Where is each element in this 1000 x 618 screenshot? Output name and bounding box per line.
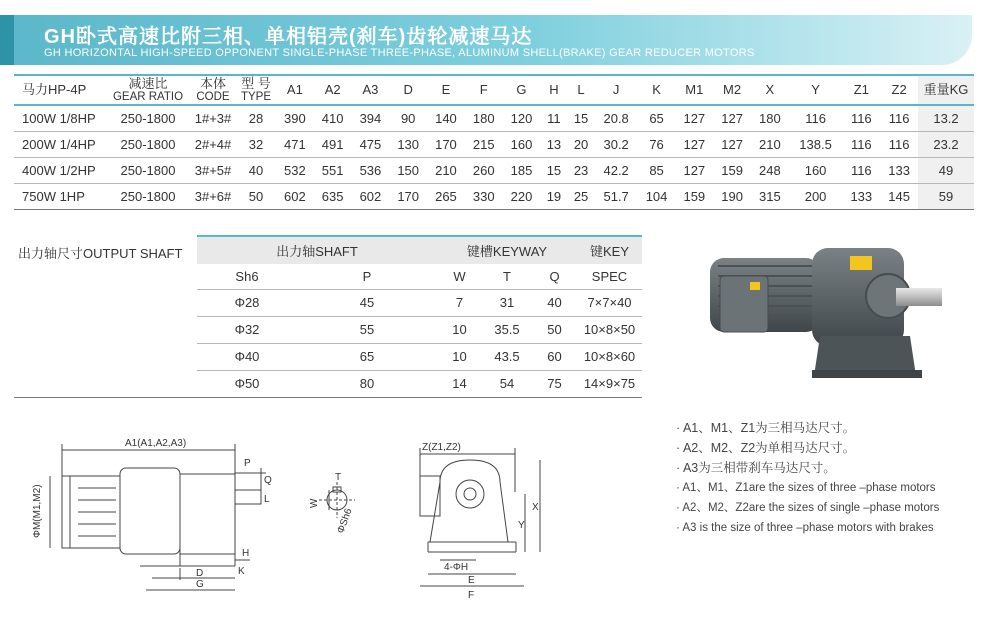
col-q: Q xyxy=(549,268,560,284)
cell-dim-k: 85 xyxy=(649,162,664,178)
gear-motor-photo xyxy=(700,236,960,386)
cell-dim-f: 260 xyxy=(472,162,495,178)
cell-dim-h: 13 xyxy=(546,136,562,152)
table-row xyxy=(197,370,642,397)
col-a1: A1 xyxy=(286,82,303,98)
cell-dim-e: 140 xyxy=(435,110,457,126)
col-p: P xyxy=(362,268,372,284)
cell-p: 55 xyxy=(359,322,375,337)
col-t: T xyxy=(503,268,511,284)
col-spec: SPEC xyxy=(591,268,628,284)
cell-w: 7 xyxy=(455,295,464,310)
cell-dim-y: 160 xyxy=(804,162,827,178)
cell-dim-e: 265 xyxy=(435,188,457,204)
cell-dim-a1: 471 xyxy=(284,136,306,152)
cell-dim-k: 76 xyxy=(649,136,664,152)
cell-t: 43.5 xyxy=(494,349,520,364)
side-p-label: P xyxy=(244,458,251,469)
key-w-label: W xyxy=(309,498,320,508)
cell-dim-e: 210 xyxy=(435,162,457,178)
cell-dim-z2: 145 xyxy=(888,188,910,204)
cell-dim-j: 51.7 xyxy=(603,188,629,204)
cell-dim-h: 15 xyxy=(546,162,562,178)
cell-type: 50 xyxy=(248,188,264,204)
col-h: H xyxy=(549,82,559,98)
cell-sh6: Φ28 xyxy=(234,295,260,310)
table-row xyxy=(14,157,974,183)
note-3: · A3为三相带刹车马达尺寸。 xyxy=(676,461,836,475)
col-sh6: Sh6 xyxy=(235,268,259,284)
col-m1: M1 xyxy=(685,82,704,98)
banner-accent xyxy=(0,15,14,65)
spec-table xyxy=(14,74,974,210)
cell-power: 400W 1/2HP xyxy=(22,162,96,178)
cell-p: 80 xyxy=(359,376,375,391)
cell-dim-m1: 127 xyxy=(683,110,706,126)
group-shaft: 出力轴SHAFT xyxy=(197,236,437,264)
cell-dim-a3: 536 xyxy=(359,162,382,178)
side-k-label: K xyxy=(238,566,245,577)
cell-sh6: Φ50 xyxy=(234,376,260,391)
cell-spec: 7×7×40 xyxy=(587,295,632,310)
col-x: X xyxy=(765,82,775,98)
col-g: G xyxy=(516,82,527,98)
cell-weight: 13.2 xyxy=(918,105,974,131)
col-a2: A2 xyxy=(324,82,341,98)
shaft-table xyxy=(197,235,642,398)
cell-dim-m2: 190 xyxy=(721,188,743,204)
cell-w: 10 xyxy=(452,322,467,337)
notes xyxy=(676,418,939,538)
title-cn: GH卧式高速比附三相、单相铝壳(刹车)齿轮减速马达 xyxy=(44,26,533,48)
cell-dim-a1: 602 xyxy=(284,188,306,204)
cell-t: 31 xyxy=(499,295,515,310)
cell-dim-z2: 116 xyxy=(888,136,910,152)
note-5: · A2、M2、Z2are the sizes of single –phase motors xyxy=(676,502,940,514)
side-l-label: L xyxy=(264,494,270,505)
cell-dim-g: 120 xyxy=(510,110,533,126)
col-ratio: 减速比 GEAR RATIO xyxy=(112,76,184,103)
cell-power: 200W 1/4HP xyxy=(22,136,96,152)
col-power: 马力HP-4P xyxy=(22,82,87,98)
cell-sh6: Φ32 xyxy=(234,322,260,337)
col-m2: M2 xyxy=(723,82,742,98)
cell-dim-e: 170 xyxy=(435,136,457,152)
cell-dim-d: 90 xyxy=(400,110,416,126)
shaft-group-header xyxy=(197,236,642,264)
cell-code: 3#+5# xyxy=(194,162,232,178)
front-view-drawing xyxy=(400,432,560,604)
title-en: GH HORIZONTAL HIGH-SPEED OPPONENT SINGLE-PHASE THREE-PHASE, ALUMINUM SHELL(BRAKE) GEAR REDUCER MOTORS xyxy=(44,47,755,59)
table-row xyxy=(14,183,974,209)
cell-spec: 14×9×75 xyxy=(583,376,636,391)
side-a1-label: A1(A1,A2,A3) xyxy=(125,438,187,449)
cell-dim-m1: 127 xyxy=(683,162,706,178)
cell-dim-a1: 532 xyxy=(284,162,306,178)
cell-code: 1#+3# xyxy=(194,110,232,126)
col-code: 本体 CODE xyxy=(196,76,230,103)
output-shaft-label: 出力轴尺寸OUTPUT SHAFT xyxy=(18,246,183,261)
cell-dim-g: 220 xyxy=(510,188,533,204)
cell-dim-y: 116 xyxy=(805,110,826,126)
cell-q: 60 xyxy=(547,349,562,364)
col-d: D xyxy=(403,82,413,98)
front-e-label: E xyxy=(468,575,475,586)
cell-dim-z1: 133 xyxy=(850,188,873,204)
key-section-drawing xyxy=(305,470,375,540)
cell-dim-x: 180 xyxy=(759,110,781,126)
cell-dim-z2: 116 xyxy=(888,110,910,126)
cell-dim-d: 150 xyxy=(397,162,420,178)
front-y-label: Y xyxy=(518,520,525,531)
col-y: Y xyxy=(811,82,820,98)
cell-type: 32 xyxy=(248,136,264,152)
cell-dim-a2: 635 xyxy=(321,188,344,204)
front-x-label: X xyxy=(532,502,539,513)
col-type: 型 号 TYPE xyxy=(240,76,272,103)
cell-dim-m2: 127 xyxy=(721,110,743,126)
col-k: K xyxy=(652,82,661,98)
cell-ratio: 250-1800 xyxy=(120,188,176,204)
col-f: F xyxy=(479,82,488,98)
cell-t: 54 xyxy=(499,376,515,391)
spec-header-row xyxy=(14,75,974,105)
note-6: · A3 is the size of three –phase motors with brakes xyxy=(676,522,934,534)
cell-dim-j: 30.2 xyxy=(603,136,629,152)
shaft-sub-header xyxy=(197,264,642,289)
cell-dim-m2: 159 xyxy=(721,162,743,178)
cell-dim-m1: 159 xyxy=(683,188,706,204)
cell-dim-a3: 475 xyxy=(359,136,382,152)
side-h-label: H xyxy=(242,548,250,559)
table-row xyxy=(14,105,974,131)
cell-spec: 10×8×60 xyxy=(583,349,636,364)
cell-q: 50 xyxy=(547,322,562,337)
group-keyway: 键槽KEYWAY xyxy=(437,236,577,264)
cell-dim-k: 65 xyxy=(649,110,664,126)
cell-dim-f: 180 xyxy=(472,110,495,126)
cell-dim-g: 185 xyxy=(510,162,533,178)
cell-dim-x: 315 xyxy=(759,188,781,204)
cell-dim-a3: 602 xyxy=(359,188,382,204)
cell-dim-l: 23 xyxy=(573,162,589,178)
front-z-label: Z(Z1,Z2) xyxy=(422,442,461,453)
side-view-drawing xyxy=(30,428,280,598)
note-4: · A1、M1、Z1are the sizes of three –phase motors xyxy=(676,482,936,494)
title-banner xyxy=(0,15,972,65)
cell-dim-m2: 127 xyxy=(721,136,743,152)
table-row xyxy=(14,131,974,157)
note-1: · A1、M1、Z1为三相马达尺寸。 xyxy=(676,421,856,435)
cell-dim-a2: 551 xyxy=(321,162,344,178)
cell-w: 14 xyxy=(452,376,467,391)
side-q-label: Q xyxy=(264,475,272,486)
cell-q: 40 xyxy=(547,295,562,310)
cell-dim-a2: 491 xyxy=(321,136,344,152)
cell-dim-k: 104 xyxy=(645,188,668,204)
cell-dim-x: 248 xyxy=(759,162,781,178)
cell-p: 65 xyxy=(359,349,375,364)
cell-dim-d: 130 xyxy=(397,136,420,152)
col-a3: A3 xyxy=(362,82,379,98)
cell-dim-z1: 116 xyxy=(850,162,872,178)
col-j: J xyxy=(612,82,620,98)
front-f-label: F xyxy=(468,590,475,601)
cell-type: 40 xyxy=(248,162,264,178)
key-sh6-label: ΦSh6 xyxy=(335,507,355,536)
side-d-label: D xyxy=(196,568,204,579)
group-key: 键KEY xyxy=(577,236,642,264)
cell-dim-m1: 127 xyxy=(683,136,706,152)
cell-weight: 23.2 xyxy=(918,131,974,157)
cell-dim-a1: 390 xyxy=(284,110,306,126)
cell-dim-a3: 394 xyxy=(359,110,382,126)
col-e: E xyxy=(441,82,451,98)
cell-dim-a2: 410 xyxy=(321,110,344,126)
cell-dim-f: 330 xyxy=(472,188,495,204)
table-row xyxy=(197,343,642,370)
cell-dim-l: 15 xyxy=(573,110,589,126)
cell-dim-y: 138.5 xyxy=(799,136,832,152)
cell-ratio: 250-1800 xyxy=(120,136,176,152)
cell-p: 45 xyxy=(359,295,375,310)
cell-w: 10 xyxy=(452,349,467,364)
cell-dim-h: 19 xyxy=(546,188,562,204)
cell-sh6: Φ40 xyxy=(234,349,260,364)
cell-dim-l: 25 xyxy=(573,188,589,204)
cell-dim-z2: 133 xyxy=(888,162,910,178)
cell-dim-j: 42.2 xyxy=(603,162,629,178)
cell-ratio: 250-1800 xyxy=(120,162,176,178)
col-l: L xyxy=(577,82,585,98)
cell-weight: 59 xyxy=(918,183,974,209)
cell-dim-l: 20 xyxy=(573,136,589,152)
cell-dim-d: 170 xyxy=(397,188,420,204)
cell-t: 35.5 xyxy=(494,322,520,337)
cell-ratio: 250-1800 xyxy=(120,110,176,126)
note-2: · A2、M2、Z2为单相马达尺寸。 xyxy=(676,441,856,455)
key-t-label: T xyxy=(335,472,342,483)
cell-dim-g: 160 xyxy=(510,136,533,152)
cell-dim-j: 20.8 xyxy=(603,110,629,126)
table-row xyxy=(197,316,642,343)
side-g-label: G xyxy=(196,579,204,590)
col-w: W xyxy=(453,268,466,284)
cell-dim-y: 200 xyxy=(804,188,827,204)
cell-code: 3#+6# xyxy=(194,188,232,204)
side-m-label: ΦM(M1,M2) xyxy=(32,484,43,538)
col-weight: 重量KG xyxy=(918,75,974,105)
shaft-divider xyxy=(14,397,642,398)
cell-spec: 10×8×50 xyxy=(583,322,636,337)
table-row xyxy=(197,289,642,316)
cell-weight: 49 xyxy=(918,157,974,183)
cell-q: 75 xyxy=(547,376,562,391)
col-z1: Z1 xyxy=(853,82,869,98)
cell-dim-h: 11 xyxy=(547,110,561,126)
col-z2: Z2 xyxy=(891,82,907,98)
cell-dim-x: 210 xyxy=(759,136,781,152)
cell-dim-f: 215 xyxy=(472,136,495,152)
cell-code: 2#+4# xyxy=(194,136,232,152)
cell-dim-z1: 116 xyxy=(850,110,872,126)
cell-power: 750W 1HP xyxy=(22,188,85,204)
front-4h-label: 4-ΦH xyxy=(444,562,469,573)
cell-power: 100W 1/8HP xyxy=(22,110,96,126)
cell-dim-z1: 116 xyxy=(850,136,872,152)
cell-type: 28 xyxy=(248,110,264,126)
